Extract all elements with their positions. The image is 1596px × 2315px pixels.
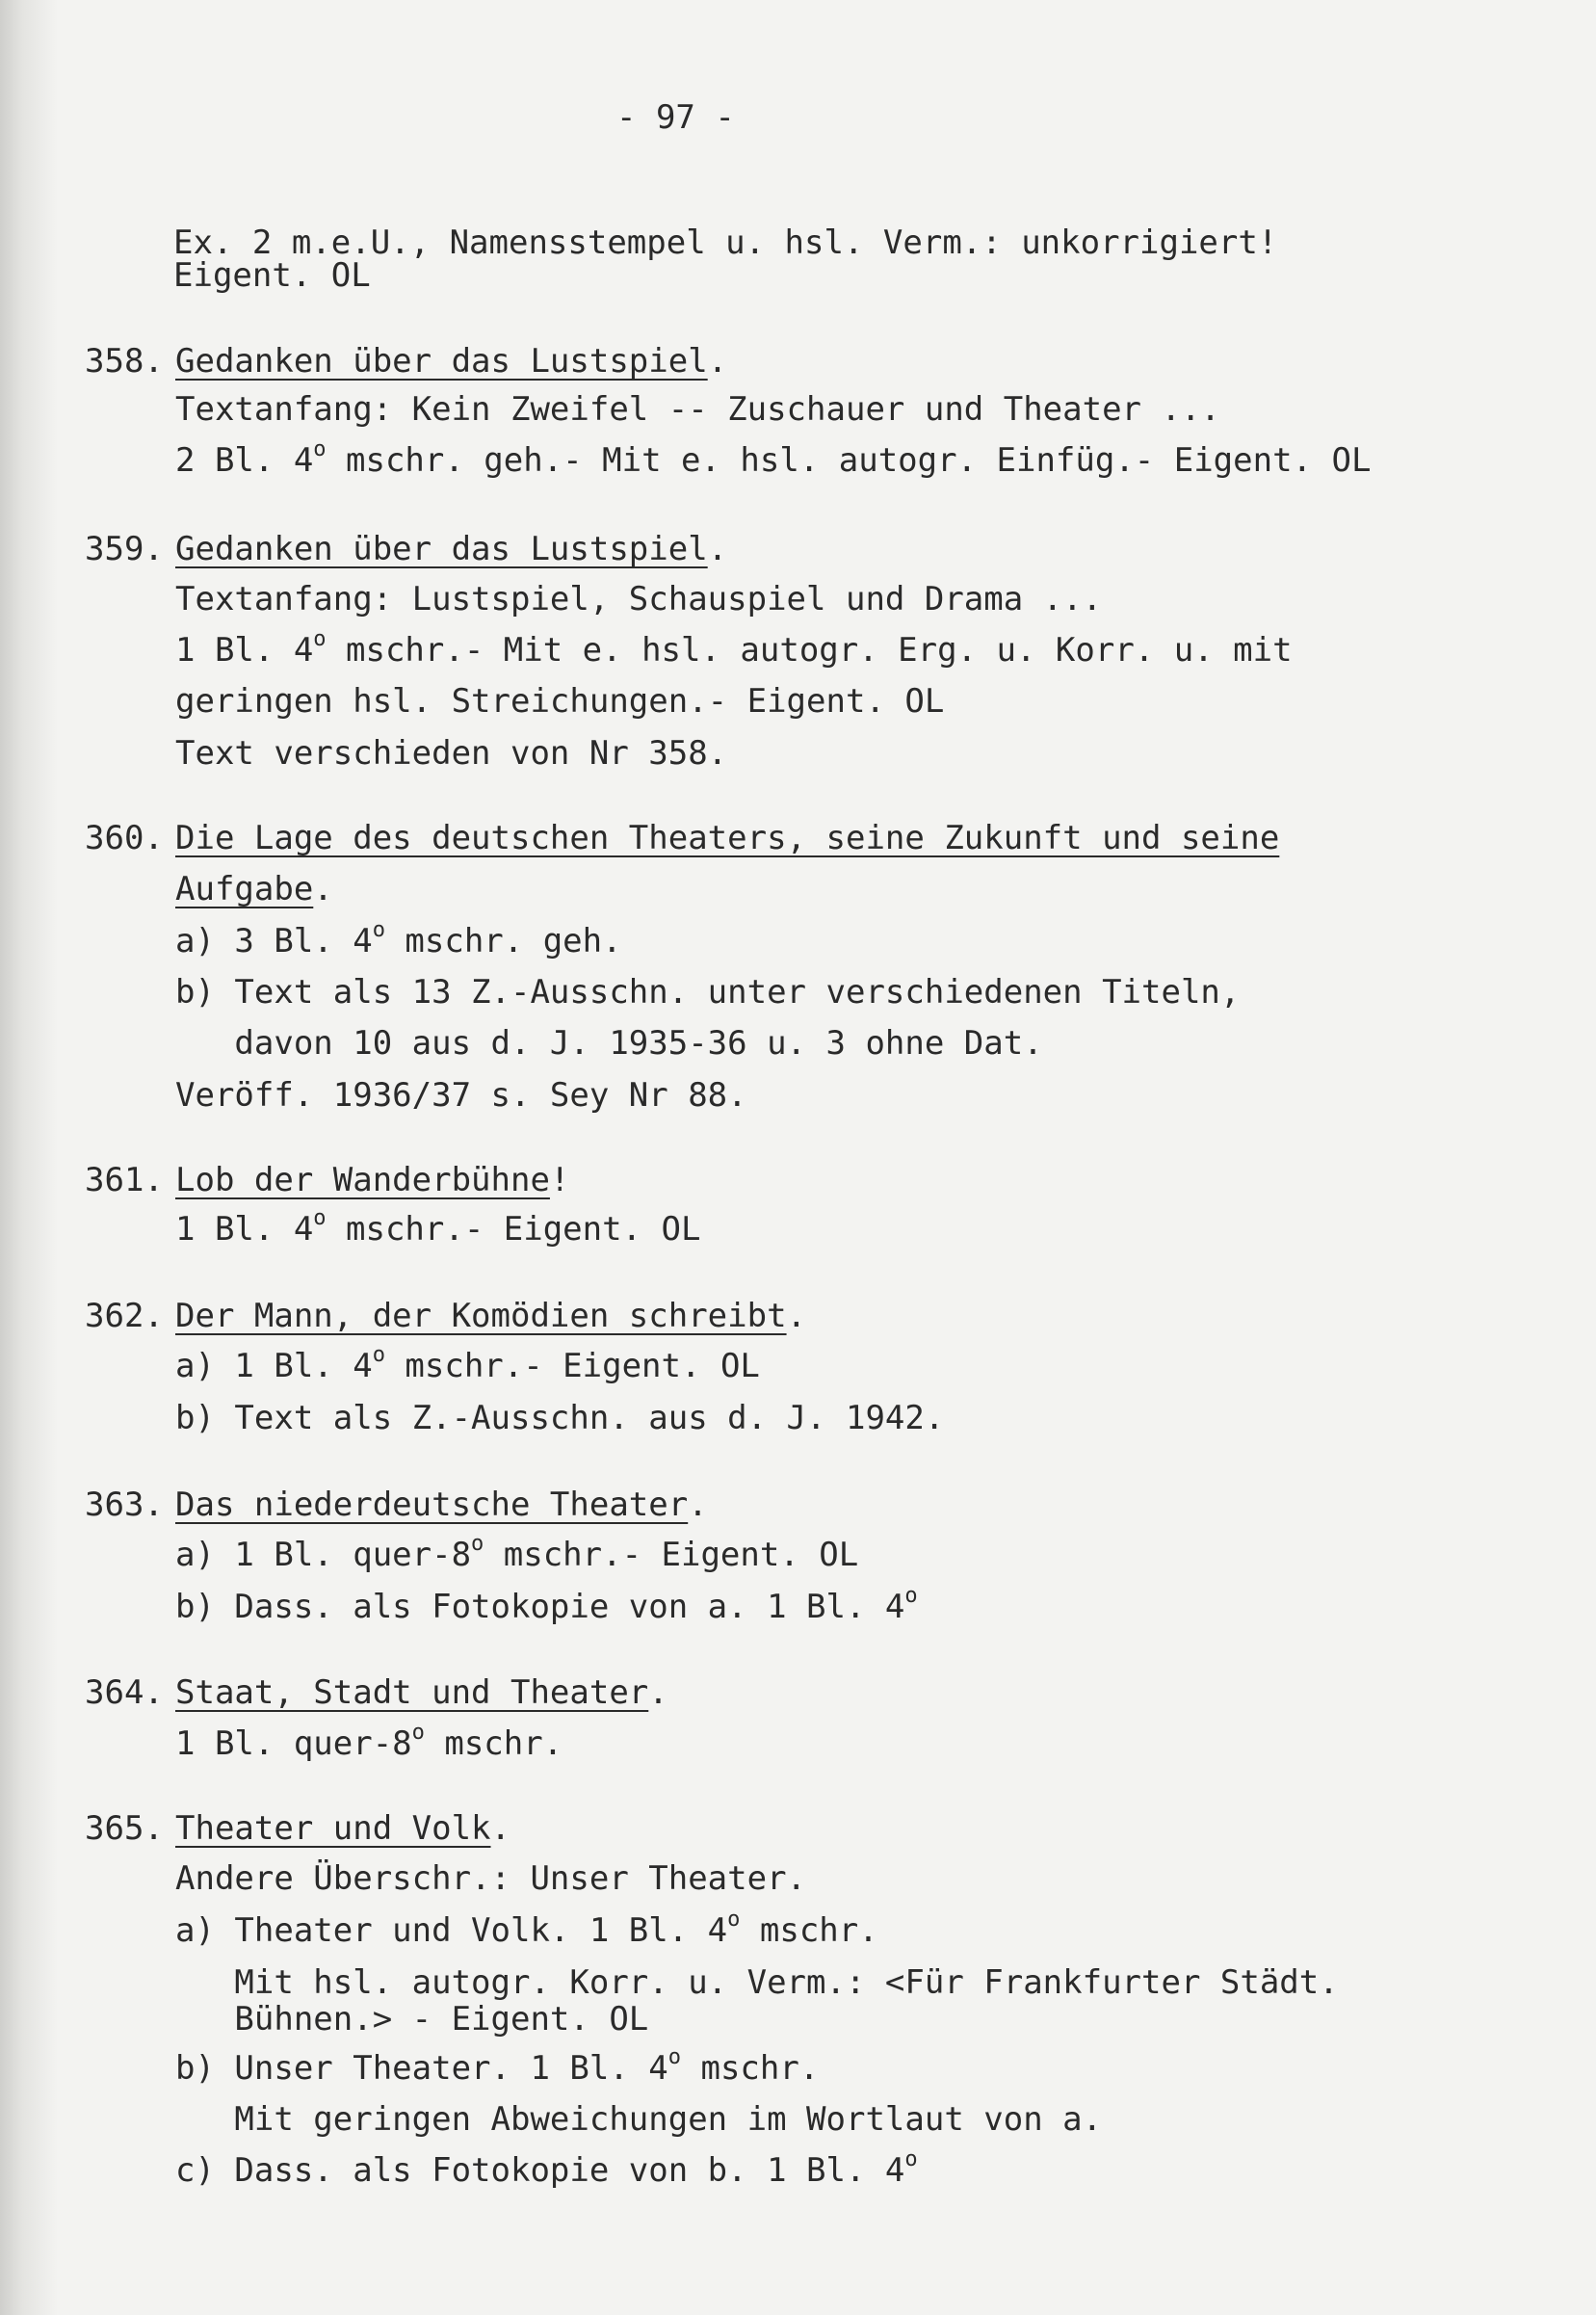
entry-line: 1 Bl. quer-8$^o$ mschr. bbox=[175, 1721, 563, 1763]
continuation-line-2: Eigent. OL bbox=[173, 256, 371, 295]
entry-line: b) Dass. als Fotokopie von a. 1 Bl. 4$^o$ bbox=[175, 1584, 918, 1626]
entry-number: 365. bbox=[85, 1809, 164, 1848]
entry-line: Mit hsl. autogr. Korr. u. Verm.: <Für Frankfurter Städt. bbox=[175, 1963, 1339, 2002]
entry-line: 1 Bl. 4$^o$ mschr.- Mit e. hsl. autogr. Erg. u. Korr. u. mit bbox=[175, 627, 1293, 670]
entry-title: Lob der Wanderbühne! bbox=[175, 1161, 570, 1199]
entry-line: Mit geringen Abweichungen im Wortlaut von a. bbox=[175, 2100, 1103, 2139]
entry-line: b) Text als Z.-Ausschn. aus d. J. 1942. bbox=[175, 1399, 945, 1437]
entry-line: 1 Bl. 4$^o$ mschr.- Eigent. OL bbox=[175, 1206, 701, 1249]
entry-number: 361. bbox=[85, 1161, 164, 1199]
entry-line: Bühnen.> - Eigent. OL bbox=[175, 2000, 649, 2039]
entry-title: Staat, Stadt und Theater. bbox=[175, 1673, 668, 1712]
entry-line: a) 3 Bl. 4$^o$ mschr. geh. bbox=[175, 918, 622, 960]
entry-line: 2 Bl. 4$^o$ mschr. geh.- Mit e. hsl. autogr. Einfüg.- Eigent. OL bbox=[175, 437, 1372, 480]
entry-title: Das niederdeutsche Theater. bbox=[175, 1486, 708, 1524]
entry-title: Der Mann, der Komödien schreibt. bbox=[175, 1297, 807, 1335]
entry-title: Gedanken über das Lustspiel. bbox=[175, 342, 728, 381]
page-edge-shadow bbox=[0, 0, 58, 2315]
entry-number: 358. bbox=[85, 342, 164, 381]
entry-line: a) 1 Bl. quer-8$^o$ mschr.- Eigent. OL bbox=[175, 1532, 859, 1574]
entry-line: Veröff. 1936/37 s. Sey Nr 88. bbox=[175, 1076, 747, 1115]
entry-title-continued: Aufgabe. bbox=[175, 870, 333, 908]
entry-title: Gedanken über das Lustspiel. bbox=[175, 530, 728, 568]
entry-line: a) 1 Bl. 4$^o$ mschr.- Eigent. OL bbox=[175, 1343, 760, 1385]
entry-line: b) Unser Theater. 1 Bl. 4$^o$ mschr. bbox=[175, 2045, 820, 2088]
entry-number: 364. bbox=[85, 1673, 164, 1712]
entry-number: 360. bbox=[85, 819, 164, 857]
entry-line: Text verschieden von Nr 358. bbox=[175, 734, 728, 773]
entry-number: 362. bbox=[85, 1297, 164, 1335]
entry-line: Andere Überschr.: Unser Theater. bbox=[175, 1859, 807, 1898]
entry-line: a) Theater und Volk. 1 Bl. 4$^o$ mschr. bbox=[175, 1907, 878, 1950]
page-number: - 97 - bbox=[616, 98, 735, 137]
entry-title: Die Lage des deutschen Theaters, seine Zukunft und seine bbox=[175, 819, 1280, 857]
entry-line: c) Dass. als Fotokopie von b. 1 Bl. 4$^o$ bbox=[175, 2147, 918, 2190]
entry-number: 359. bbox=[85, 530, 164, 568]
entry-line: Textanfang: Lustspiel, Schauspiel und Drama ... bbox=[175, 580, 1103, 618]
entry-line: Textanfang: Kein Zweifel -- Zuschauer und Theater ... bbox=[175, 390, 1220, 429]
entry-line: geringen hsl. Streichungen.- Eigent. OL bbox=[175, 682, 945, 721]
entry-number: 363. bbox=[85, 1486, 164, 1524]
continuation-line-1: Ex. 2 m.e.U., Namensstempel u. hsl. Verm.: unkorrigiert! bbox=[173, 224, 1278, 262]
entry-line: davon 10 aus d. J. 1935-36 u. 3 ohne Dat. bbox=[175, 1024, 1043, 1063]
entry-line: b) Text als 13 Z.-Ausschn. unter verschiedenen Titeln, bbox=[175, 973, 1241, 1012]
entry-title: Theater und Volk. bbox=[175, 1809, 510, 1848]
